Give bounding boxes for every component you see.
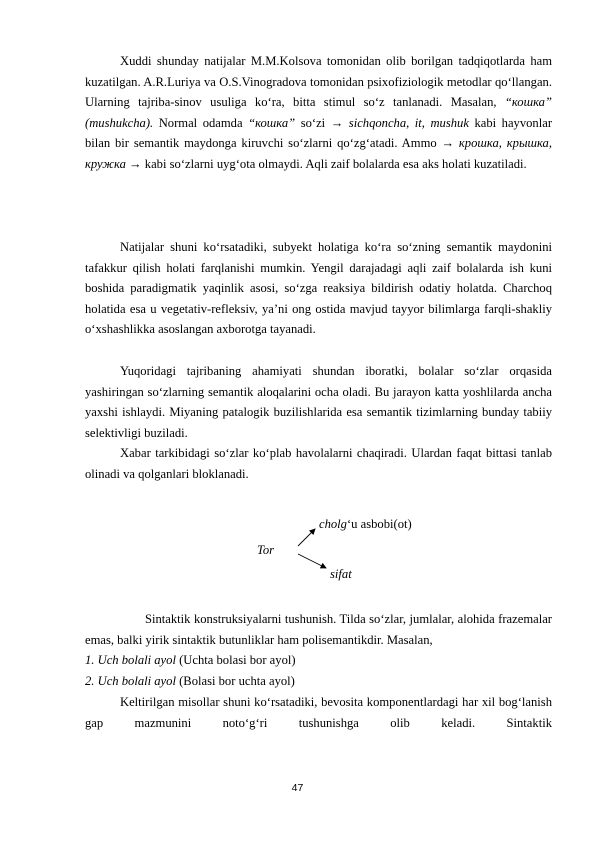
paragraph-3: Yuqoridagi tajribaning ahamiyati shundan iboratki, bolalar so‘zlar orqasida yashiringan so‘zlarning semantik aloqalarini ocha oladi. Bu jarayon katta yoshlilarda ancha yaxshi ishlaydi. Miyaning patalogik buzilishlarida esa semantik tizimlarning bunday tabiiy selektivligi buziladi. [85,364,552,440]
p1-text-g: kabi hayvonlar bilan bir semantik maydonga kiruvchi so‘zlarni qo‘zg‘atadi. Ammo [85,115,553,151]
example-2-gloss: (Bolasi bor uchta ayol) [175,674,295,688]
example-1 [85,650,552,671]
diagram-label-bottom: sifat [330,567,352,581]
p1-text-a: Xuddi shunday natijalar M.M.Kolsova tomonidan olib borilgan tadqiqotlarda ham kuzatilgan. A.R.Luriya va O.S.Vinogradova tomonidan psixofiziologik metodlar qo‘llangan. Ularning tajriba-sinov usuliga ko‘ra, bitta stimul so‘z tanlanadi. Masalan, [85,54,552,110]
paragraph-5: Sintaktik konstruksiyalarni tushunish. Tilda so‘zlar, jumlalar, alohida frazemalar emas, balki yirik sintaktik butunliklar ham polisemantikdir. Masalan, [85,612,552,647]
page-number: 47 [291,782,304,794]
diagram-top-rest: ‘u asbobi(ot) [346,517,412,531]
p1-text-c: Normal odamda [153,115,249,130]
p1-animal-words: sichqoncha, it, mushuk [343,115,469,130]
paragraph-4: Xabar tarkibidagi so‘zlar ko‘plab havolalarni chaqiradi. Ulardan faqat bittasi tanlab olinadi va qolganlari bloklanadi. [85,446,552,481]
arrow-down [298,554,326,568]
arrow-2: → [441,136,455,151]
example-1-italic: 1. Uch bolali ayol [85,653,176,667]
arrow-3: → [125,156,142,171]
example-2 [85,671,552,692]
diagram-top-italic: cholg [319,517,347,531]
arrow-1: → [330,115,344,130]
paragraph-2: Natijalar shuni ko‘rsatadiki, subyekt holatiga ko‘ra so‘zning semantik maydonini tafakkur qilish holati farqlanishi mumkin. Yengil darajadagi aqli zaif bolalarda ish kuni boshida paradigmatik yaqinlik asosi, so‘zga reaksiya bildirish odatiy holatda. Charchoq holatida esa u vegetativ-refleksiv, ya’ni ong ostida mavjud tayyor bilimlarga farqli-shakliy o‘xshashlikka asoslangan axborotga tayanadi. [85,240,552,337]
p1-example-koshka: “кошка” (mushukcha). [85,95,552,130]
arrow-up [298,529,315,546]
example-1-gloss: (Uchta bolasi bor ayol) [175,653,296,667]
diagram-label-left: Tor [257,543,275,557]
p1-text-i: kabi so‘zlarni uyg‘ota olmaydi. Aqli zaif bolalarda esa aks holati kuzatiladi. [141,156,527,171]
diagram-label-top [319,516,412,532]
example-2-italic: 2. Uch bolali ayol [85,674,176,688]
p1-russian-words: крошка, крышка, кружка [85,136,553,171]
paragraph-1 [85,51,552,175]
p1-text-e: so‘zi [295,115,331,130]
p1-example-koshka-2: “кошка” [248,115,296,130]
paragraph-6: Keltirilgan misollar shuni ko‘rsatadiki, bevosita komponentlardagi har xil bog‘lanish gap mazmunini noto‘g‘ri tushunishga olib keladi. Sintaktik [85,695,552,730]
